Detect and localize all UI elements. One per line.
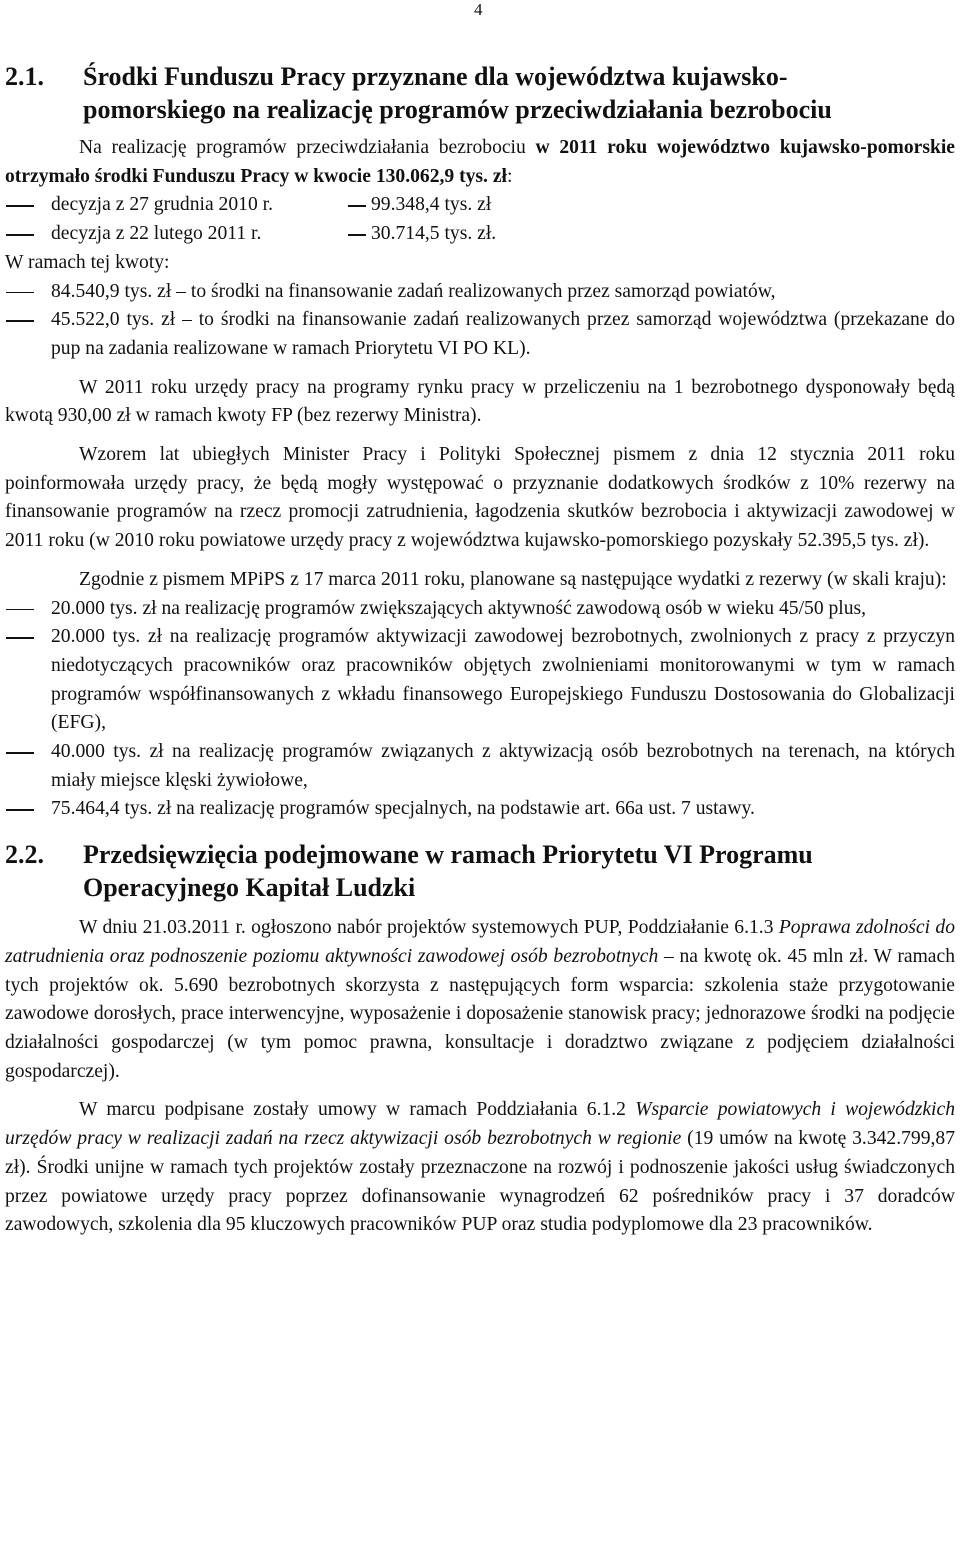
- section-2-1-title-line1: Środki Funduszu Pracy przyznane dla województwa kujawsko-: [83, 62, 788, 91]
- section-2-1-title-line2: pomorskiego na realizację programów przeciwdziałania bezrobociu: [83, 95, 832, 124]
- paragraph: Zgodnie z pismem MPiPS z 17 marca 2011 roku, planowane są następujące wydatki z rezerwy (w skali kraju):: [79, 568, 947, 590]
- intro-bold-text: w 2011 roku województwo kujawsko-pomorskie otrzymało środki Funduszu Pracy w kwocie 130.062,9 tys. zł: [5, 137, 955, 187]
- paragraph: [5, 914, 955, 1086]
- section-2-2-title-line1: Przedsięwzięcia podejmowane w ramach Priorytetu VI Programu: [83, 840, 813, 870]
- reserve-item: 75.464,4 tys. zł na realizację programów specjalnych, na podstawie art. 66a ust. 7 ustawy.: [5, 795, 955, 824]
- paragraph-text: W dniu 21.03.2011 r. ogłoszono nabór projektów systemowych PUP, Poddziałanie 6.1.3: [79, 917, 779, 939]
- decision-label: decyzja z 27 grudnia 2010 r.: [51, 194, 273, 216]
- section-2-1-heading: [5, 60, 955, 126]
- page-number: 4: [474, 0, 483, 19]
- reserve-item: 20.000 tys. zł na realizację programów aktywizacji zawodowej bezrobotnych, zwolnionych z pracy z przyczyn niedotyczących pracowników oraz pracowników objętych zwolnieniami monitorowanymi w tym w ramach programów współfinansowanych z wkładu finansowego Europejskiego Funduszu Dostosowania do Globalizacji (EFG),: [5, 623, 955, 738]
- decision-label: decyzja z 22 lutego 2011 r.: [51, 223, 262, 245]
- section-2-1-number: 2.1.: [5, 62, 44, 91]
- reserve-item: 20.000 tys. zł na realizację programów zwiększających aktywność zawodową osób w wieku 45/50 plus,: [5, 595, 955, 624]
- within-item: 45.522,0 tys. zł – to środki na finansowanie zadań realizowanych przez samorząd województwa (przekazane do pup na zadania realizowane w ramach Priorytetu VI PO KL).: [5, 306, 955, 363]
- reserve-item: 40.000 tys. zł na realizację programów związanych z aktywizacją osób bezrobotnych na terenach, na których miały miejsce klęski żywiołowe,: [5, 738, 955, 795]
- subaction-title: Wsparcie powiatowych i wojewódzkich urzędów pracy w realizacji zadań na rzecz aktywizacji osób bezrobotnych w regionie: [5, 1099, 955, 1150]
- page-content: [5, 60, 955, 1240]
- paragraph-text: W marcu podpisane zostały umowy w ramach Poddziałania 6.1.2: [79, 1099, 636, 1121]
- decision-value: 30.714,5 tys. zł.: [348, 220, 496, 249]
- within-label: W ramach tej kwoty:: [5, 251, 170, 273]
- section-2-1-intro: [5, 134, 955, 191]
- section-2-2-title-line2: Operacyjnego Kapitał Ludzki: [83, 873, 416, 903]
- decision-value: 99.348,4 tys. zł: [348, 191, 491, 220]
- section-2-2-number: 2.2.: [5, 840, 44, 870]
- section-2-2-heading: [5, 838, 955, 904]
- paragraph: [5, 1096, 955, 1240]
- paragraph: W 2011 roku urzędy pracy na programy rynku pracy w przeliczeniu na 1 bezrobotnego dysponowały będą kwotą 930,00 zł w ramach kwoty FP (bez rezerwy Ministra).: [5, 376, 955, 427]
- paragraph-text: – na kwotę ok. 45 mln zł. W ramach tych projektów ok. 5.690 bezrobotnych skorzysta z następujących form wsparcia: szkolenia staże przygotowanie zawodowe dorosłych, prace interwencyjne, wyposażenie i doposażenie stanowisk pracy; jednorazowe środki na podjęcie działalności gospodarczej (w tym pomoc prawna, konsultacje i doradztwo związane z podjęciem działalności gospodarczej).: [5, 945, 955, 1082]
- decision-item: [5, 191, 955, 220]
- decision-item: [5, 220, 955, 249]
- intro-text: Na realizację programów przeciwdziałania bezrobociu: [79, 137, 536, 158]
- within-item: 84.540,9 tys. zł – to środki na finansowanie zadań realizowanych przez samorząd powiatów,: [5, 278, 955, 307]
- subaction-title: Poprawa zdolności do zatrudnienia oraz podnoszenie poziomu aktywności zawodowej osób bezrobotnych: [5, 917, 955, 967]
- paragraph: Wzorem lat ubiegłych Minister Pracy i Polityki Społecznej pismem z dnia 12 stycznia 2011 roku poinformowała urzędy pracy, że będą mogły występować o przyznanie dodatkowych środków z 10% rezerwy na finansowanie programów na rzecz promocji zatrudnienia, łagodzenia skutków bezrobocia i aktywizacji zawodowej w 2011 roku (w 2010 roku powiatowe urzędy pracy z województwa kujawsko-pomorskiego pozyskały 52.395,5 tys. zł).: [5, 444, 955, 552]
- intro-colon: :: [507, 165, 513, 187]
- paragraph-text: (19 umów na kwotę 3.342.799,87 zł). Środki unijne w ramach tych projektów zostały przeznaczone na rozwój i podnoszenie jakości usług świadczonych przez powiatowe urzędy pracy poprzez dofinansowanie wynagrodzeń 62 pośredników pracy i 37 doradców zawodowych, szkolenia dla 95 kluczowych pracowników PUP oraz studia podyplomowe dla 23 pracowników.: [5, 1128, 956, 1236]
